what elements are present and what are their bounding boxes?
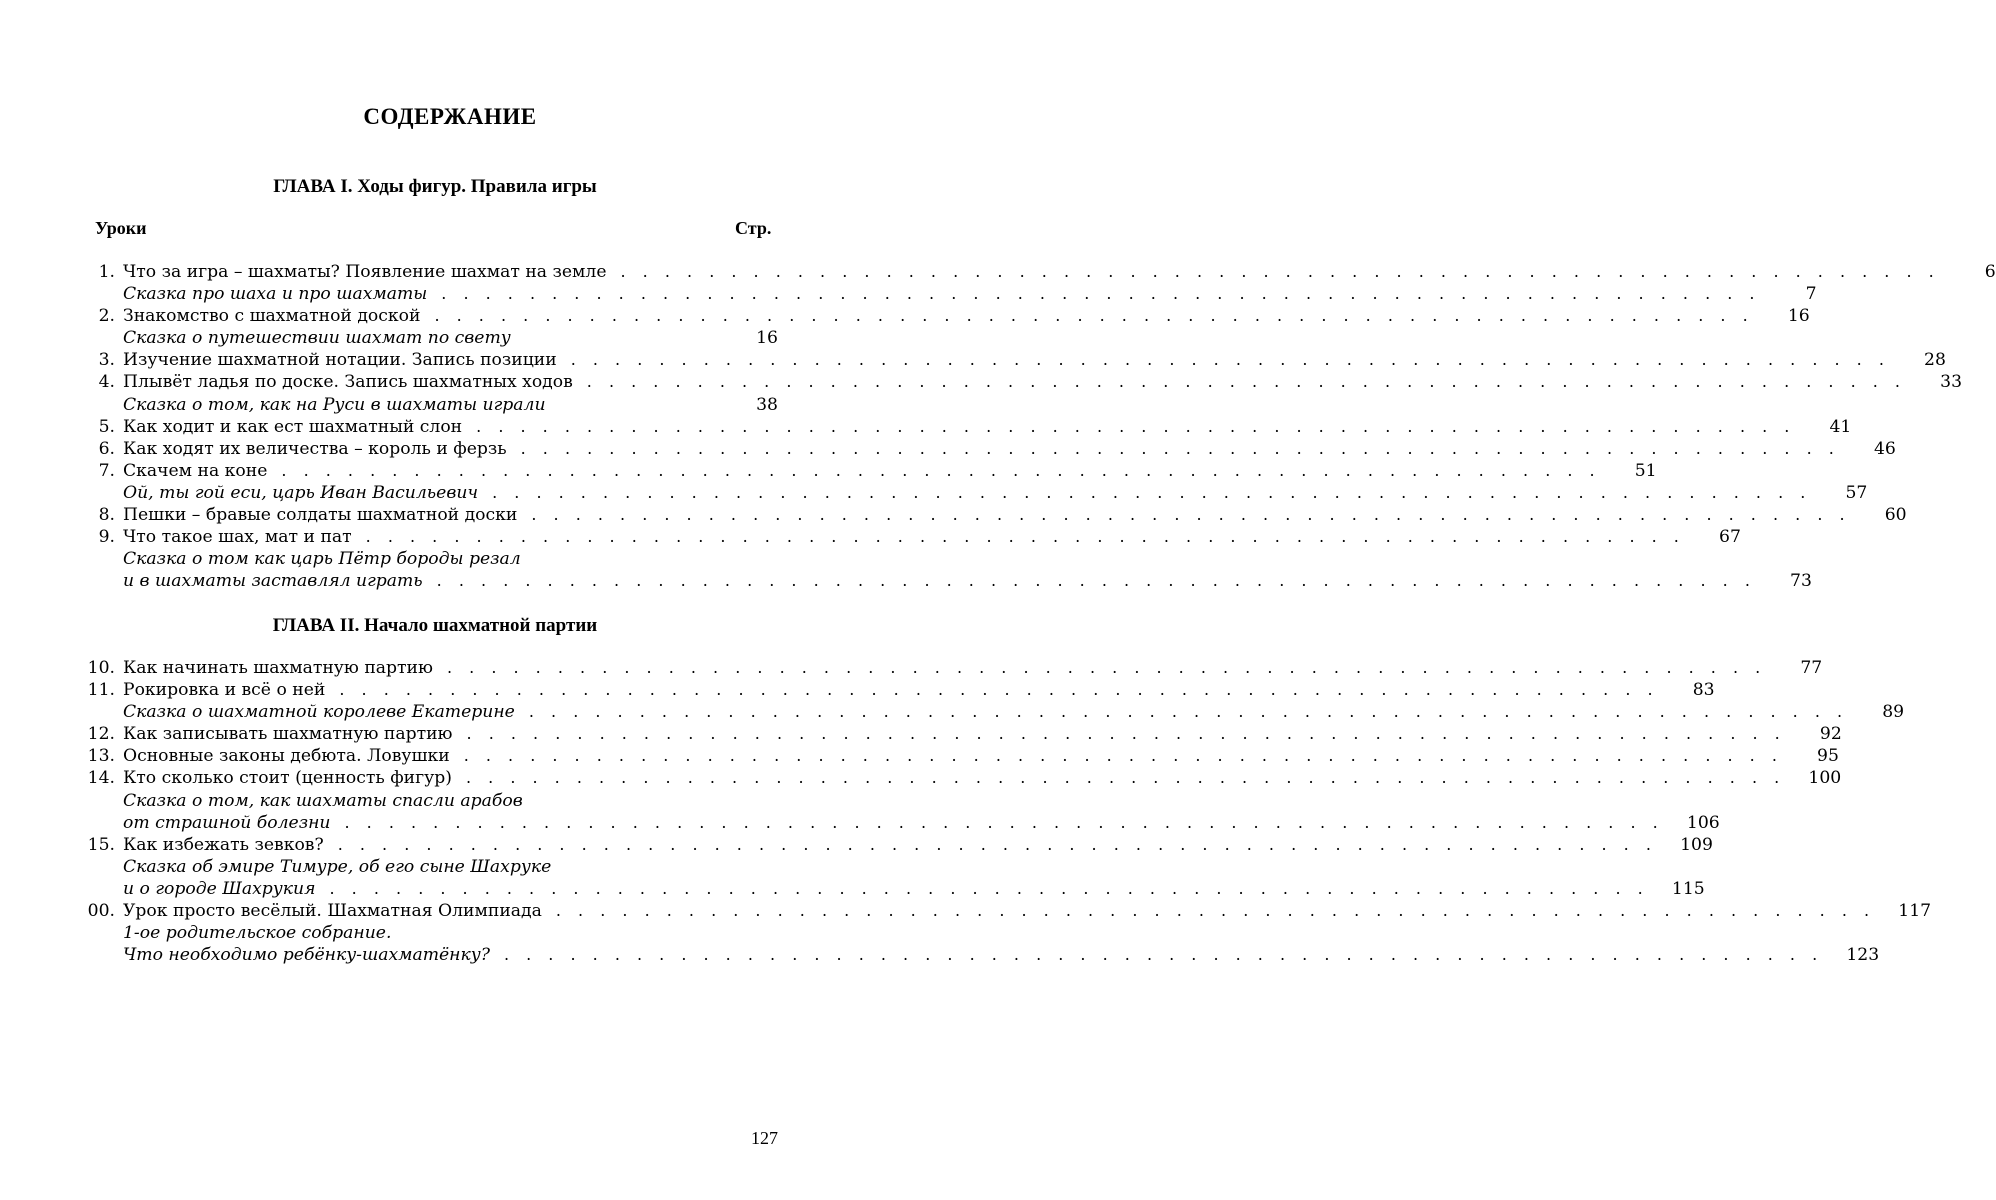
toc-entry-page: 109 (1680, 834, 1713, 855)
toc-entry (0, 349, 1946, 371)
toc-entry-number: 3. (98, 350, 115, 371)
toc-entry (0, 460, 1657, 482)
toc-entry-title: и о городе Шахрукия (123, 878, 316, 899)
toc-entry-page: 60 (1884, 505, 1907, 526)
toc-entry-title: и в шахматы заставлял играть (123, 571, 423, 592)
toc-entry (0, 878, 1705, 900)
toc-entry-page: 123 (1846, 945, 1880, 966)
toc-entry-page: 28 (1924, 350, 1946, 371)
toc-entry-title: Как ходит и как ест шахматный слон (123, 416, 463, 437)
toc-entry-number: 13. (87, 746, 115, 767)
toc-entry-number: 10. (87, 658, 115, 678)
dot-leader: . . . . . . . . . . . . . . . . . . . . . . . . . . . . . . . . . . . . . . . . . . . . . . . . . . . . . . . . . . . . (434, 306, 1754, 326)
toc-entry (0, 283, 1817, 305)
toc-entry-number: 12. (87, 724, 115, 745)
toc-entry (0, 548, 900, 570)
toc-entry-page: 33 (1940, 372, 1963, 393)
toc-entry (0, 305, 1810, 327)
toc-entry-page: 16 (1787, 306, 1810, 327)
toc-entry-title: Сказка о путешествии шахмат по свету (123, 328, 511, 349)
toc-entry-page: 117 (1898, 901, 1932, 922)
toc-entry-title: Урок просто весёлый. Шахматная Олимпиада (123, 901, 542, 922)
toc-entry (0, 261, 1996, 283)
toc-entry-title: Изучение шахматной нотации. Запись позиции (123, 350, 557, 371)
chapter-1-entries (0, 261, 1996, 592)
toc-entry-page: 51 (1634, 460, 1657, 481)
dot-leader: . . . . . . . . . . . . . . . . . . . . . . . . . . . . . . . . . . . . . . . . . . . . . . . . . . . . . . . . . . . . (344, 812, 1664, 832)
toc-entry-page: 67 (1719, 527, 1741, 548)
toc-entry (0, 327, 900, 349)
chapter-1-heading: ГЛАВА I. Ходы фигур. Правила игры (273, 176, 597, 197)
toc-entry-page: 73 (1790, 571, 1812, 592)
column-header-lessons: Уроки (95, 218, 147, 238)
toc-entry-title: от страшной болезни (123, 812, 331, 833)
toc-entry (0, 438, 1896, 460)
column-header-page: Стр. (735, 218, 772, 238)
toc-entry-number: 1. (98, 262, 115, 282)
toc-entry-page: 7 (1805, 284, 1817, 305)
toc-entry-title: Пешки – бравые солдаты шахматной доски (123, 505, 518, 526)
toc-entry-page: 89 (1882, 702, 1905, 723)
toc-entry-page: 106 (1686, 812, 1720, 833)
toc-entry-title: Сказка о том, как на Руси в шахматы играли (123, 394, 546, 415)
toc-entry-page: 41 (1829, 416, 1852, 437)
toc-entry (0, 416, 1852, 438)
toc-entry (0, 856, 900, 878)
toc-entry-number: 15. (87, 834, 115, 855)
dot-leader: . . . . . . . . . . . . . . . . . . . . . . . . . . . . . . . . . . . . . . . . . . . . . . . . . . . . . . . . . . . . (466, 724, 1786, 744)
toc-entry (0, 657, 1823, 679)
dot-leader: . . . . . . . . . . . . . . . . . . . . . . . . . . . . . . . . . . . . . . . . . . . . . . . . . . . . . . . . . . . . (570, 350, 1890, 370)
toc-entry-title: Плывёт ладья по доске. Запись шахматных ходов (123, 372, 573, 393)
dot-leader: . . . . . . . . . . . . . . . . . . . . . . . . . . . . . . . . . . . . . . . . . . . . . . . . . . . . . . . . . . . . (365, 527, 1685, 547)
dot-leader: . . . . . . . . . . . . . . . . . . . . . . . . . . . . . . . . . . . . . . . . . . . . . . . . . . . . . . . . . . . . (476, 416, 1796, 436)
toc-entry-page: 77 (1800, 658, 1823, 678)
dot-leader: . . . . . . . . . . . . . . . . . . . . . . . . . . . . . . . . . . . . . . . . . . . . . . . . . . . . . . . . . . . . (620, 262, 1940, 281)
toc-entry (0, 922, 900, 944)
toc-entry-number: 2. (98, 306, 115, 327)
dot-leader: . . . . . . . . . . . . . . . . . . . . . . . . . . . . . . . . . . . . . . . . . . . . . . . . . . . . . . . . . . . . (531, 505, 1851, 525)
toc-entry-page: 16 (756, 328, 778, 349)
toc-entry (0, 723, 1842, 745)
toc-entry (0, 526, 1741, 548)
toc-entry (0, 679, 1715, 701)
toc-entry (0, 944, 1880, 966)
dot-leader: . . . . . . . . . . . . . . . . . . . . . . . . . . . . . . . . . . . . . . . . . . . . . . . . . . . . . . . . . . . . (441, 284, 1761, 304)
toc-entry-title: Сказка о шахматной королеве Екатерине (123, 702, 515, 723)
dot-leader: . . . . . . . . . . . . . . . . . . . . . . . . . . . . . . . . . . . . . . . . . . . . . . . . . . . . . . . . . . . . (503, 945, 1824, 965)
dot-leader: . . . . . . . . . . . . . . . . . . . . . . . . . . . . . . . . . . . . . . . . . . . . . . . . . . . . . . . . . . . . (329, 878, 1649, 898)
toc-entry-title: Сказка про шаха и про шахматы (123, 284, 428, 305)
toc-entry-number: 4. (98, 372, 115, 393)
toc-entry-title: Как записывать шахматную партию (123, 724, 453, 745)
toc-entry-page: 83 (1692, 680, 1715, 701)
toc-entry (0, 504, 1907, 526)
toc-entry-page: 115 (1671, 878, 1705, 899)
toc-entry-number: 6. (98, 438, 115, 459)
toc-entry-title: 1-ое родительское собрание. (123, 923, 392, 944)
toc-entry-number: 14. (87, 768, 115, 789)
dot-leader: . . . . . . . . . . . . . . . . . . . . . . . . . . . . . . . . . . . . . . . . . . . . . . . . . . . . . . . . . . . . (555, 901, 1876, 921)
page-number: 127 (751, 1128, 778, 1148)
page-title: СОДЕРЖАНИЕ (363, 104, 537, 129)
toc-entry-page: 92 (1819, 724, 1842, 745)
toc-entry-number: 5. (98, 416, 115, 437)
toc-entry-page: 100 (1808, 768, 1842, 789)
toc-entry-title: Как избежать зевков? (123, 834, 324, 855)
toc-entry (0, 394, 900, 416)
toc-entry-title: Кто сколько стоит (ценность фигур) (123, 768, 452, 789)
toc-entry-title: Что необходимо ребёнку-шахматёнку? (123, 945, 490, 966)
toc-entry-page: 57 (1845, 482, 1868, 503)
toc-entry-title: Что за игра – шахматы? Появление шахмат на земле (123, 262, 607, 282)
toc-entry-title: Как ходят их величества – король и ферзь (123, 438, 507, 459)
toc-entry (0, 834, 1713, 856)
dot-leader: . . . . . . . . . . . . . . . . . . . . . . . . . . . . . . . . . . . . . . . . . . . . . . . . . . . . . . . . . . . . (465, 768, 1786, 788)
dot-leader: . . . . . . . . . . . . . . . . . . . . . . . . . . . . . . . . . . . . . . . . . . . . . . . . . . . . . . . . . . . . (586, 372, 1907, 392)
dot-leader: . . . . . . . . . . . . . . . . . . . . . . . . . . . . . . . . . . . . . . . . . . . . . . . . . . . . . . . . . . . . (528, 702, 1849, 722)
toc-entry (0, 371, 1963, 393)
chapter-2-heading: ГЛАВА II. Начало шахматной партии (272, 615, 598, 636)
dot-leader: . . . . . . . . . . . . . . . . . . . . . . . . . . . . . . . . . . . . . . . . . . . . . . . . . . . . . . . . . . . . (337, 834, 1657, 854)
toc-entry-number: 8. (98, 505, 115, 526)
dot-leader: . . . . . . . . . . . . . . . . . . . . . . . . . . . . . . . . . . . . . . . . . . . . . . . . . . . . . . . . . . . . (339, 680, 1659, 700)
toc-entry-title: Скачем на коне (123, 460, 268, 481)
toc-entry (0, 790, 900, 812)
dot-leader: . . . . . . . . . . . . . . . . . . . . . . . . . . . . . . . . . . . . . . . . . . . . . . . . . . . . . . . . . . . . (492, 482, 1812, 502)
toc-entry-title: Рокировка и всё о ней (123, 680, 326, 701)
toc-entry-number: 7. (98, 460, 115, 481)
toc-entry-number: 9. (98, 527, 115, 548)
toc-entry-title: Сказка об эмире Тимуре, об его сыне Шахруке (123, 856, 552, 877)
toc-entry (0, 812, 1720, 834)
toc-entry (0, 745, 1839, 767)
chapter-2-entries (0, 657, 1932, 966)
dot-leader: . . . . . . . . . . . . . . . . . . . . . . . . . . . . . . . . . . . . . . . . . . . . . . . . . . . . . . . . . . . . (281, 460, 1601, 480)
toc-entry-page: 46 (1873, 438, 1896, 459)
toc-entry (0, 570, 1812, 592)
toc-entry-page: 38 (756, 394, 778, 415)
toc-entry-title: Ой, ты гой еси, царь Иван Васильевич (123, 482, 479, 503)
toc-entry-title: Основные законы дебюта. Ловушки (123, 746, 450, 767)
toc-entry (0, 900, 1932, 922)
toc-entry-page: 95 (1817, 746, 1839, 767)
toc-entry (0, 482, 1868, 504)
toc-entry (0, 701, 1905, 723)
dot-leader: . . . . . . . . . . . . . . . . . . . . . . . . . . . . . . . . . . . . . . . . . . . . . . . . . . . . . . . . . . . . (436, 571, 1756, 591)
dot-leader: . . . . . . . . . . . . . . . . . . . . . . . . . . . . . . . . . . . . . . . . . . . . . . . . . . . . . . . . . . . . (520, 438, 1840, 458)
toc-entry-page: 6 (1984, 262, 1996, 282)
toc-entry-title: Знакомство с шахматной доской (123, 306, 421, 327)
toc-entry-number: 00. (87, 901, 115, 922)
toc-entry-title: Что такое шах, мат и пат (123, 527, 352, 548)
toc-entry-title: Как начинать шахматную партию (123, 658, 433, 678)
toc-entry-title: Сказка о том, как шахматы спасли арабов (123, 790, 523, 811)
toc-entry-title: Сказка о том как царь Пётр бороды резал (123, 549, 521, 570)
toc-entry-number: 11. (87, 680, 115, 701)
dot-leader: . . . . . . . . . . . . . . . . . . . . . . . . . . . . . . . . . . . . . . . . . . . . . . . . . . . . . . . . . . . . (463, 746, 1783, 766)
toc-entry (0, 767, 1842, 789)
dot-leader: . . . . . . . . . . . . . . . . . . . . . . . . . . . . . . . . . . . . . . . . . . . . . . . . . . . . . . . . . . . . (446, 658, 1767, 677)
